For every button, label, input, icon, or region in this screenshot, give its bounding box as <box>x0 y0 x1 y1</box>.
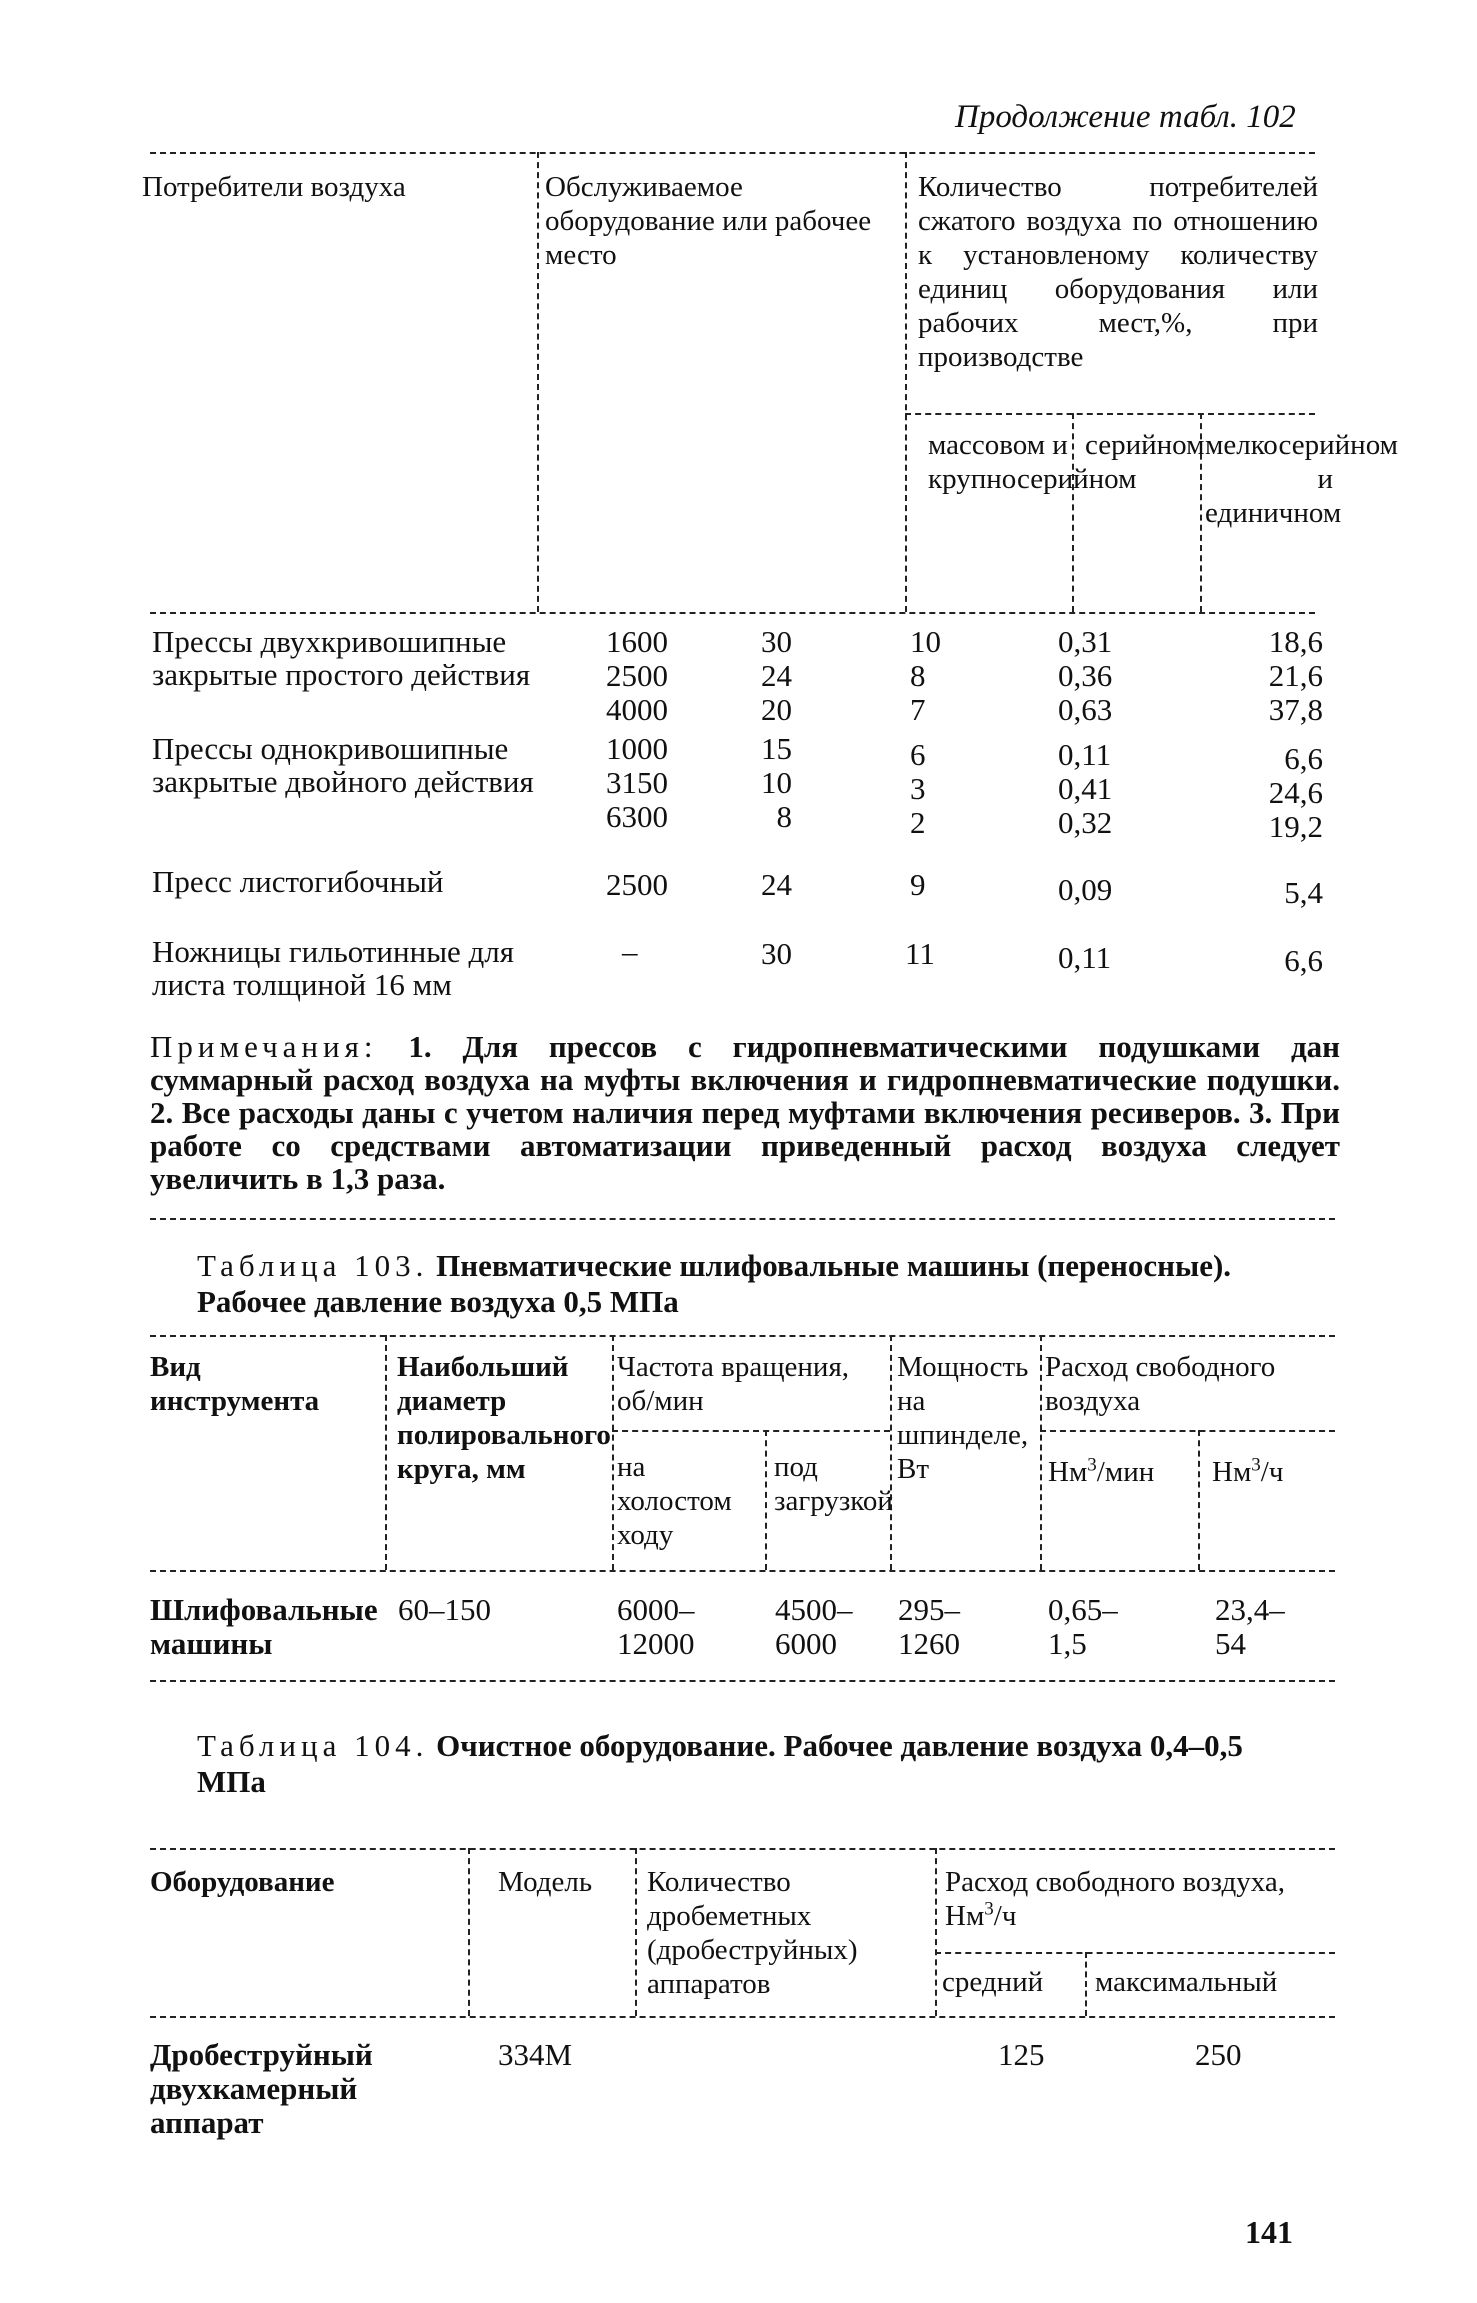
value: 2500 <box>606 658 668 693</box>
column-divider <box>537 152 539 612</box>
header-idle: на холостом ходу <box>617 1451 732 1551</box>
value: 30 <box>761 624 792 659</box>
row-tool: Шлифовальные машины <box>150 1592 378 1661</box>
value: 0,41 <box>1058 771 1113 806</box>
row-idle <box>617 1593 695 1661</box>
header-flow-per-hour <box>1212 1455 1283 1489</box>
rule <box>150 1680 1335 1682</box>
unit-superscript: 3 <box>984 1898 994 1920</box>
value: 30 <box>761 936 792 971</box>
value: 2 <box>910 805 926 840</box>
value: – <box>622 934 638 969</box>
rule <box>150 1848 1335 1850</box>
header-count: Количество дробеметных (дробеструйных) аппаратов <box>647 1866 858 2000</box>
value: 54 <box>1215 1626 1246 1661</box>
value: 0,11 <box>1058 940 1112 975</box>
row-name: Прессы двухкривошипные закрытые простого действия <box>152 624 531 692</box>
header-maximum: максимальный <box>1095 1966 1278 1998</box>
value: 10 <box>910 624 941 659</box>
equipment-values <box>606 625 696 727</box>
column-divider <box>935 1848 937 2016</box>
value: 9 <box>910 867 926 902</box>
value: 6000 <box>775 1626 837 1661</box>
value: 3 <box>910 771 926 806</box>
rule <box>150 2016 1335 2018</box>
value: 0,65– <box>1048 1592 1118 1627</box>
value: 8 <box>910 658 926 693</box>
value: 24 <box>761 658 792 693</box>
header-tool: Вид инструмента <box>150 1351 320 1417</box>
unit-text: Нм <box>1212 1456 1252 1488</box>
page-number: 141 <box>1245 2214 1293 2250</box>
value: 0,36 <box>1058 658 1113 693</box>
table-104-caption <box>197 1728 1297 1800</box>
small-values <box>1225 625 1323 727</box>
value: 0,09 <box>1058 872 1113 907</box>
header-speed: Частота вращения, об/мин <box>617 1351 850 1417</box>
column-divider <box>468 1848 470 2016</box>
header-small-production: мелкосерийном и единичном <box>1205 429 1398 529</box>
unit-superscript: 3 <box>1251 1454 1261 1476</box>
row-load <box>775 1593 853 1661</box>
rule <box>1040 1430 1335 1432</box>
section-divider <box>150 1218 1335 1220</box>
header-consumers: Потребители воздуха <box>142 171 406 203</box>
caption-label: Таблица 103. <box>197 1248 429 1283</box>
value: 0,32 <box>1058 805 1113 840</box>
column-divider <box>905 152 907 612</box>
row-equipment: Дробеструйный двухкамерный аппарат <box>150 2037 373 2140</box>
value: 6 <box>910 737 926 772</box>
value: 11 <box>905 936 935 971</box>
header-load: под загрузкой <box>774 1451 893 1517</box>
value: 1000 <box>606 731 668 766</box>
value: 6,6 <box>1284 943 1323 978</box>
column-divider <box>635 1848 637 2016</box>
rule <box>612 1430 890 1432</box>
unit-text: Расход свободного воздуха, Нм <box>945 1866 1285 1932</box>
rule <box>150 1335 1335 1337</box>
row-power <box>898 1593 960 1661</box>
table-103-caption <box>197 1248 1297 1320</box>
value: 12000 <box>617 1626 695 1661</box>
value: 3150 <box>606 765 668 800</box>
header-flow <box>945 1865 1315 1933</box>
caption-text: Очистное оборудование. Рабочее давление воздуха 0,4–0,5 МПа <box>197 1728 1243 1799</box>
row-diameter: 60–150 <box>398 1592 491 1627</box>
air-values <box>720 732 792 834</box>
column-divider <box>890 1335 892 1570</box>
value: 2500 <box>606 867 668 902</box>
value: 295– <box>898 1592 960 1627</box>
notes-label: Примечания: <box>150 1029 378 1064</box>
header-average: средний <box>942 1966 1044 1998</box>
value: 24 <box>761 867 792 902</box>
value: 37,8 <box>1268 692 1323 727</box>
serial-values <box>1058 738 1148 840</box>
column-divider <box>385 1335 387 1570</box>
value: 6000– <box>617 1592 695 1627</box>
continuation-title: Продолжение табл. 102 <box>955 99 1296 135</box>
header-flow: Расход свободного воздуха <box>1045 1351 1276 1417</box>
header-flow-per-minute <box>1048 1455 1154 1489</box>
small-values <box>1225 742 1323 844</box>
row-flow-minute <box>1048 1593 1118 1661</box>
caption-label: Таблица 104. <box>197 1728 429 1763</box>
mass-values <box>910 625 970 727</box>
value: 1260 <box>898 1626 960 1661</box>
row-maximum: 250 <box>1195 2037 1242 2072</box>
row-flow-hour <box>1215 1593 1285 1661</box>
unit-text: /мин <box>1096 1456 1155 1488</box>
row-name: Пресс листогибочный <box>152 864 444 899</box>
value: 0,11 <box>1058 737 1112 772</box>
notes-text: 1. Для прессов с гидропневматическими подушками дан суммарный расход воздуха на муфты включения и гидропневматические подушки. 2. Все расходы даны с учетом наличия перед муфтами включения ресиверов. 3. При работе со средствами автоматизации приведенный расход воздуха следует увеличить в 1,3 раза. <box>150 1029 1340 1196</box>
rule <box>905 413 1315 415</box>
value: 6300 <box>606 799 668 834</box>
unit-superscript: 3 <box>1087 1454 1097 1476</box>
row-name: Прессы однокривошипные закрытые двойного действия <box>152 731 534 799</box>
header-power: Мощность на шпинделе, Вт <box>897 1351 1029 1485</box>
column-divider <box>1198 1430 1200 1570</box>
value: 8 <box>776 799 792 834</box>
value: 6,6 <box>1284 741 1323 776</box>
equipment-values <box>606 732 696 834</box>
value: 5,4 <box>1284 875 1323 910</box>
value: 1,5 <box>1048 1626 1087 1661</box>
value: 4500– <box>775 1592 853 1627</box>
row-model: 334М <box>498 2037 573 2072</box>
header-serial-production: серийном <box>1085 429 1205 461</box>
notes-paragraph <box>150 1030 1340 1195</box>
header-diameter: Наибольший диаметр полировального круга, мм <box>397 1351 611 1485</box>
value: 24,6 <box>1268 775 1323 810</box>
value: 15 <box>761 731 792 766</box>
value: 19,2 <box>1268 809 1323 844</box>
header-equipment: Оборудование <box>150 1866 335 1898</box>
header-model: Модель <box>498 1866 593 1898</box>
value: 21,6 <box>1268 658 1323 693</box>
column-divider <box>1040 1335 1042 1570</box>
rule <box>935 1952 1335 1954</box>
value: 7 <box>910 692 926 727</box>
value: 23,4– <box>1215 1592 1285 1627</box>
column-divider <box>1085 1952 1087 2016</box>
column-divider <box>765 1430 767 1570</box>
value: 0,31 <box>1058 624 1113 659</box>
column-divider <box>612 1335 614 1570</box>
value: 20 <box>761 692 792 727</box>
value: 10 <box>761 765 792 800</box>
header-quantity: Количество потребителей сжатого воздуха по отношению к установленому количеству единиц оборудования или рабочих мест,%, при производстве <box>918 171 1318 373</box>
rule <box>150 152 1315 154</box>
column-divider <box>1072 413 1074 612</box>
caption-text: Пневматические шлифовальные машины (переносные). Рабочее давление воздуха 0,5 МПа <box>197 1248 1232 1319</box>
row-average: 125 <box>998 2037 1045 2072</box>
value: 0,63 <box>1058 692 1113 727</box>
header-equipment: Обслуживаемое оборудование или рабочее место <box>545 171 872 271</box>
unit-text: /ч <box>993 1900 1017 1932</box>
row-name: Ножницы гильотинные для листа толщиной 16 мм <box>152 934 515 1002</box>
rule <box>150 612 1315 614</box>
value: 18,6 <box>1268 624 1323 659</box>
value: 1600 <box>606 624 668 659</box>
value: 4000 <box>606 692 668 727</box>
rule <box>150 1570 1335 1572</box>
serial-values <box>1058 625 1148 727</box>
header-mass-production: массовом и крупносерийном <box>928 429 1137 495</box>
air-values <box>720 625 792 727</box>
unit-text: /ч <box>1260 1456 1284 1488</box>
unit-text: Нм <box>1048 1456 1088 1488</box>
mass-values <box>910 738 970 840</box>
